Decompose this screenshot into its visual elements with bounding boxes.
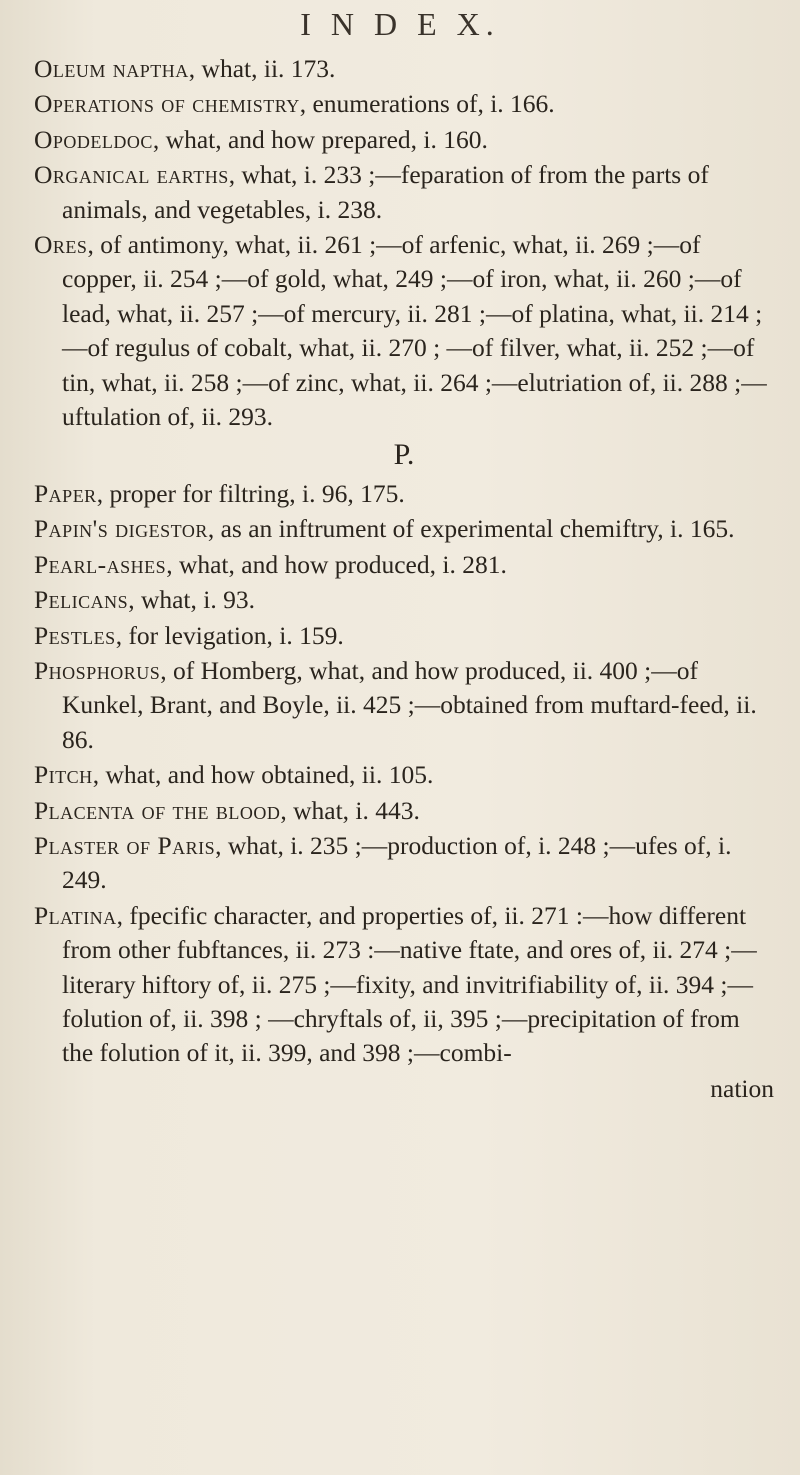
index-entry — [34, 548, 774, 582]
entry-term: Pelicans — [34, 585, 129, 615]
entry-text: , proper for filtring, i. 96, 175. — [96, 478, 405, 508]
index-entry — [34, 899, 774, 1071]
entry-term: Operations of chemistry — [34, 89, 300, 119]
entry-term: Opodeldoc — [34, 124, 153, 154]
entry-text: , for levigation, i. 159. — [115, 620, 344, 650]
index-entry — [34, 228, 774, 434]
entry-term: Organical earths — [34, 160, 229, 190]
entry-text: , what, and how produced, i. 281. — [166, 549, 507, 579]
index-entry — [34, 158, 774, 227]
entry-text: , what, ii. 173. — [188, 54, 336, 83]
entry-term: Oleum naptha — [34, 54, 189, 83]
entry-text: , as an inftrument of experimental chemiftry, i. 165. — [207, 514, 735, 544]
index-entries — [34, 52, 774, 1107]
entry-term: Phosphorus — [34, 655, 161, 685]
entry-text: , what, i. 235 ;—production of, i. 248 ;—ufes of, i. 249. — [62, 830, 732, 895]
entry-term: Platina — [34, 900, 117, 930]
entry-text: , what, i. 443. — [280, 795, 420, 825]
entry-term: Papin's digestor — [34, 514, 208, 544]
section-letter: P. — [393, 438, 415, 472]
entry-text: , fpecific character, and properties of, ii. 271 :—how different from other fubftances, ii. 273 :—native ftate, and ores of, ii. 274 ;—literary hiftory of, ii. 275 ;—fixity, and invitrifiability of, ii. 394 ;—folution of, ii. 398 ; —chryftals of, ii, 395 ;—precipitation of from the folution of it, ii. 399, and 398 ;—combi- — [62, 900, 757, 1068]
entry-term: Placenta of the blood — [34, 795, 281, 825]
catchword: nation — [710, 1073, 774, 1103]
index-entry — [34, 758, 774, 792]
entry-text: , of Homberg, what, and how produced, ii. 400 ;—of Kunkel, Brant, and Boyle, ii. 425 ;—obtained from muftard-feed, ii. 86. — [62, 655, 757, 754]
entry-text: , what, i. 233 ;—feparation of from the parts of animals, and vegetables, i. 238. — [62, 160, 709, 224]
index-entry — [34, 87, 774, 121]
entry-term: Plaster of Paris — [34, 830, 216, 860]
index-entry — [34, 583, 774, 617]
index-entry — [34, 52, 774, 86]
entry-term: Pearl-ashes — [34, 549, 167, 579]
index-entry — [34, 829, 774, 898]
entry-text: , what, i. 93. — [128, 585, 255, 615]
index-entry — [34, 477, 774, 511]
index-entry — [34, 794, 774, 828]
entry-text: , of antimony, what, ii. 261 ;—of arfenic, what, ii. 269 ;—of copper, ii. 254 ;—of gold, what, 249 ;—of iron, what, ii. 260 ;—of lead, what, ii. 257 ;—of mercury, ii. 281 ;—of platina, what, ii. 214 ;—of regulus of cobalt, what, ii. 270 ; —of filver, what, ii. 252 ;—of tin, what, ii. 258 ;—of zinc, what, ii. 264 ;—elutriation of, ii. 288 ;—uftulation of, ii. 293. — [62, 230, 767, 432]
entry-term: Pitch — [34, 760, 93, 790]
entry-term: Ores — [34, 230, 88, 260]
page-header: I N D E X. — [300, 6, 500, 42]
index-entry — [34, 512, 774, 546]
entry-term: Pestles — [34, 620, 116, 650]
index-entry — [34, 123, 774, 157]
index-entry — [34, 654, 774, 757]
index-entry — [34, 619, 774, 653]
entry-text: , enumerations of, i. 166. — [299, 89, 555, 119]
entry-text: , what, and how prepared, i. 160. — [152, 124, 488, 154]
entry-text: , what, and how obtained, ii. 105. — [92, 760, 434, 790]
entry-term: Paper — [34, 478, 97, 508]
